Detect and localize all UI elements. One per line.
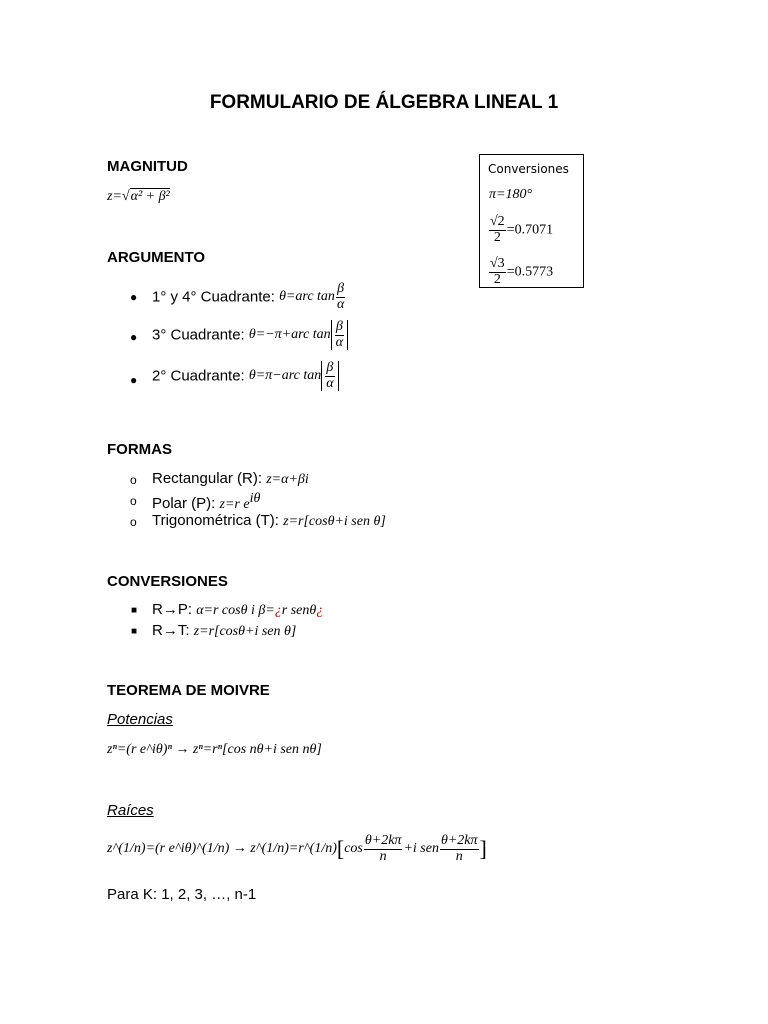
forma-rectangular: Rectangular (R): z=α+βi: [152, 470, 309, 487]
circle-bullet-icon: o: [130, 473, 137, 487]
forma-polar: Polar (P): z=r $e^{i\theta}$: [152, 491, 261, 512]
argumento-item-1: 1° y 4° Cuadrante: θ=arc tan $\frac{\beta}{\alpha}$: [152, 281, 345, 312]
magnitud-heading: MAGNITUD: [107, 158, 188, 175]
square-bullet-icon: ■: [131, 626, 138, 637]
conversion-r-p: R→P: α=r cosθ i β=¿r senθ¿: [152, 601, 324, 618]
bullet-icon: ●: [130, 373, 138, 387]
argumento-item-3: 3° Cuadrante: θ=−π+arc tan $\frac{\beta}{\alpha}$: [152, 320, 348, 350]
bullet-icon: ●: [130, 330, 138, 344]
square-bullet-icon: ■: [131, 605, 138, 616]
pi-conversion: π=180°: [489, 187, 533, 202]
conversions-box: [479, 154, 584, 288]
sqrt2-conversion: $\frac{√2}{2}$ =0.7071: [490, 214, 554, 245]
magnitud-formula: z=√α² + β²: [107, 189, 170, 204]
conversion-r-t: R→T: z=r[cosθ+i sen θ]: [152, 622, 297, 639]
bullet-icon: ●: [130, 290, 138, 304]
raices-formula: z^(1/n)=(r e^iθ)^(1/n) → z^(1/n)=r^(1/n)[cos $\frac{\theta+2k\pi}{n}$ +i sen $\frac{\theta+2k\pi}{n}$ ]: [107, 833, 487, 864]
argumento-item-2: 2° Cuadrante: θ=π−arc tan $\frac{\beta}{\alpha}$: [152, 361, 339, 391]
circle-bullet-icon: o: [130, 515, 137, 529]
potencias-formula: zⁿ=(r e^iθ)ⁿ → zⁿ=rⁿ[cos nθ+i sen nθ]: [107, 742, 322, 757]
moivre-heading: TEOREMA DE MOIVRE: [107, 682, 270, 699]
argumento-heading: ARGUMENTO: [107, 249, 206, 266]
para-k-text: Para K: 1, 2, 3, …, n-1: [107, 886, 257, 903]
conversions-box-label: Conversiones: [488, 162, 569, 176]
sqrt3-conversion: $\frac{√3}{2}$ =0.5773: [490, 256, 554, 287]
formas-heading: FORMAS: [107, 441, 172, 458]
raices-label: Raíces: [107, 802, 154, 819]
circle-bullet-icon: o: [130, 494, 137, 508]
forma-trigonometrica: Trigonométrica (T): z=r[cosθ+i sen θ]: [152, 512, 386, 529]
page-title: FORMULARIO DE ÁLGEBRA LINEAL 1: [209, 92, 559, 113]
potencias-label: Potencias: [107, 711, 173, 728]
conversiones-heading: CONVERSIONES: [107, 573, 228, 590]
